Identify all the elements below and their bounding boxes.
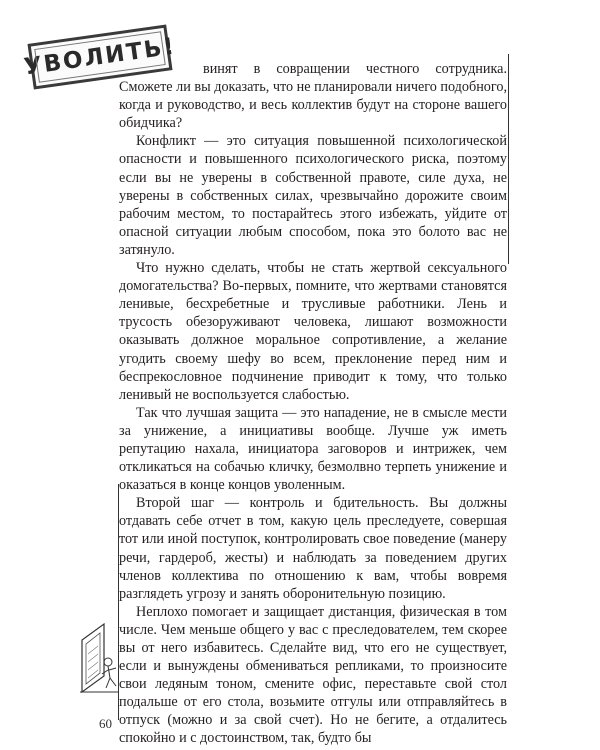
paragraph: Неплохо помогает и защищает дистанция, физическая в том числе. Чем меньше общего у вас с преследователем, тем скорее вы от него избавитесь. Сделайте вид, что его не существует, если и вынуждены обмениваться репликами, то произносите свои ледяным тоном, смените офис, переставьте свой стол подальше от его стола, возьмите отгулы или отправляйтесь в отпуск (можно и за свой счет). Но не бегите, а отдалитесь спокойно и с достоинством, так, будто бы [119, 603, 507, 747]
paragraph: Конфликт — это ситуация повышенной психологической опасности и повышенного психологического риска, поэтому если вы не уверены в собственной правоте, силе духа, не уверены в собственных силах, чрезвычайно дорожите своим рабочим местом, то постарайтесь этого избежать, уйдите от опасной ситуации любым способом, пока это болото вас не затянуло. [119, 133, 507, 258]
doodle-sketch-icon [78, 618, 120, 694]
paragraph: Второй шаг — контроль и бдительность. Вы должны отдавать себе отчет в том, какую цель преследуете, совершая тот или иной поступок, контролировать свое поведение (манеру речи, гардероб, жесты) и наблюдать за поведением других членов коллектива по отношению к вам, чтобы вовремя разглядеть угрозу и занять оборонительную позицию. [119, 495, 507, 602]
margin-rule-top [508, 54, 509, 264]
paragraph: Так что лучшая защита — это нападение, не в смысле мести за унижение, а инициативы вообще. Лучше уж иметь репутацию нахала, инициатора заговоров и интрижек, чем откликаться на собачью кличку, безмолвно терпеть унижение и оказаться в конце концов уволенным. [119, 404, 507, 494]
body-text [119, 60, 507, 748]
page-number: 60 [99, 716, 112, 731]
paragraph: Что нужно сделать, чтобы не стать жертвой сексуального домогательства? Во-первых, помните, что жертвами становятся ленивые, бесхребетные и трусливые работники. Лень и трусость обезоруживают человека, лишают возможности оказывать должное моральное сопротивление, а желание угодить своему шефу во всем, преклонение перед ним и беспрекословное подчинение приводит к тому, что только ленивый не воспользуется слабостью. [119, 260, 507, 403]
paragraph: винят в совращении честного сотрудника. Сможете ли вы доказать, что не планировали ничего подобного, когда и руководство, и весь коллектив будут на стороне вашего обидчика? [119, 61, 507, 132]
stamp-text: УВОЛИТЬ! [22, 33, 178, 81]
